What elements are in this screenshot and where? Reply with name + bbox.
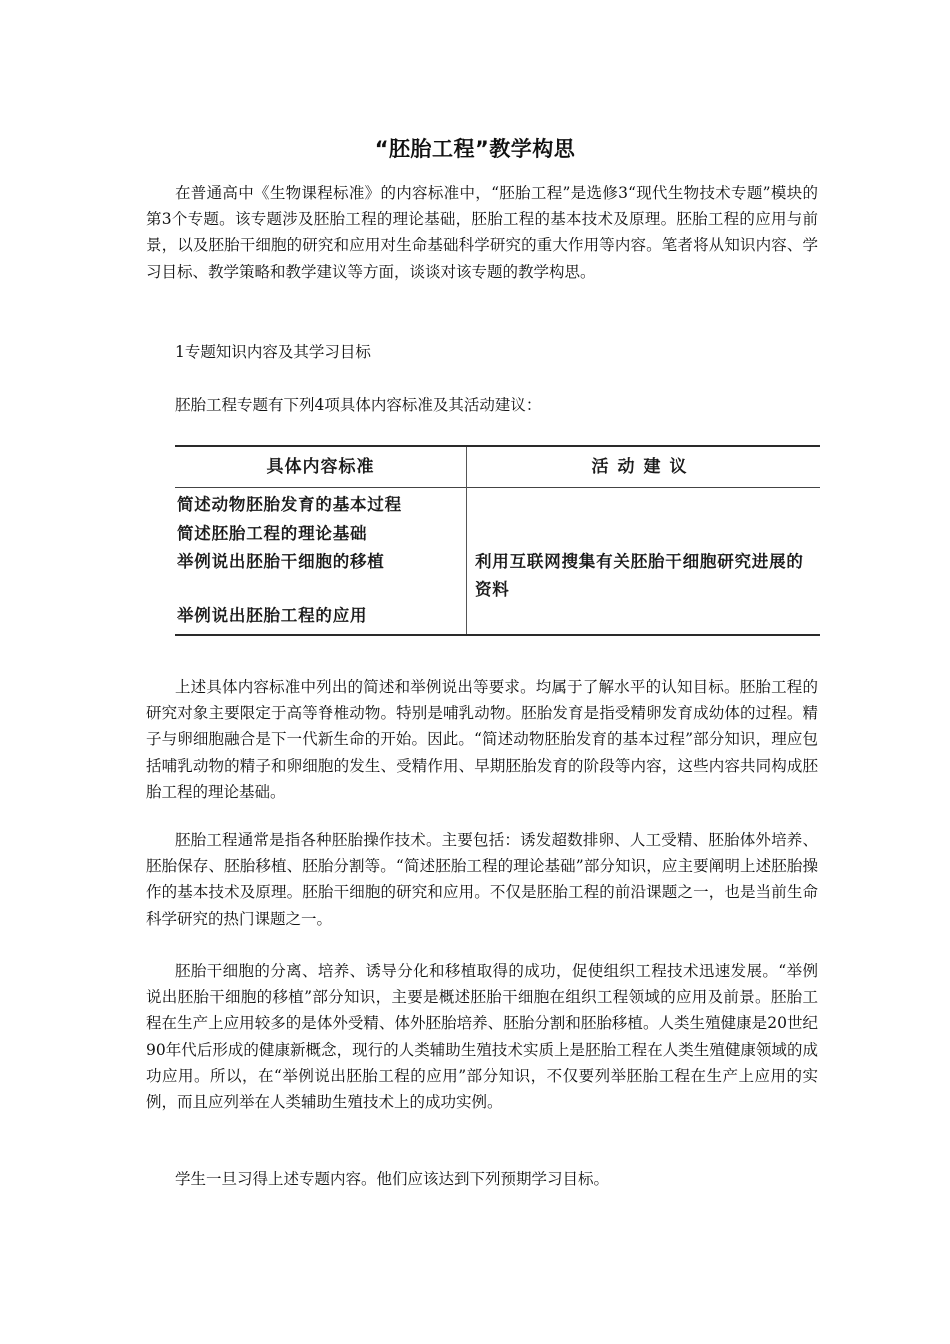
table-header-standards: 具体内容标准 bbox=[266, 457, 375, 477]
paragraph-stem-cells: 胚胎干细胞的分离、培养、诱导分化和移植取得的成功，促使组织工程技术迅速发展。“举例说出胚胎干细胞的移植”部分知识，主要是概述胚胎干细胞在组织工程领域的应用及前景。胚胎工程在生产上应用较多的是体外受精、体外胚胎培养、胚胎分割和胚胎移植。人类生殖健康是20世纪90年代后形成的健康新概念，现行的人类辅助生殖技术实质上是胚胎工程在人类生殖健康领域的成功应用。所以，在“举例说出胚胎工程的应用”部分知识，不仅要列举胚胎工程在生产上应用的实例，而且应列举在人类辅助生殖技术上的成功实例。 bbox=[146, 962, 818, 1112]
content-standards-table bbox=[175, 445, 820, 636]
table-standard-item: 举例说出胚胎干细胞的移植 bbox=[177, 552, 385, 571]
section-heading: 1专题知识内容及其学习目标 bbox=[175, 343, 371, 361]
table-bottom-rule bbox=[175, 634, 820, 636]
paragraph-intro: 在普通高中《生物课程标准》的内容标准中，“胚胎工程”是选修3“现代生物技术专题”模块的第3个专题。该专题涉及胚胎工程的理论基础，胚胎工程的基本技术及原理。胚胎工程的应用与前景，以及胚胎干细胞的研究和应用对生命基础科学研究的重大作用等内容。笔者将从知识内容、学习目标、教学策略和教学建议等方面，谈谈对该专题的教学构思。 bbox=[146, 184, 818, 281]
document-title: “胚胎工程”教学构思 bbox=[374, 137, 576, 161]
table-standard-item: 举例说出胚胎工程的应用 bbox=[177, 606, 368, 625]
paragraph-learning-goals: 学生一旦习得上述专题内容。他们应该达到下列预期学习目标。 bbox=[175, 1170, 610, 1188]
paragraph-embryo-techniques: 胚胎工程通常是指各种胚胎操作技术。主要包括：诱发超数排卵、人工受精、胚胎体外培养、胚胎保存、胚胎移植、胚胎分割等。“简述胚胎工程的理论基础”部分知识，应主要阐明上述胚胎操作的基本技术及原理。胚胎干细胞的研究和应用。不仅是胚胎工程的前沿课题之一，也是当前生命科学研究的热门课题之一。 bbox=[146, 831, 818, 928]
table-standard-item: 简述动物胚胎发育的基本过程 bbox=[177, 495, 402, 514]
table-activity-suggestion: 利用互联网搜集有关胚胎干细胞研究进展的资料 bbox=[475, 552, 804, 599]
table-intro: 胚胎工程专题有下列4项具体内容标准及其活动建议： bbox=[175, 396, 542, 414]
table-header-rule bbox=[175, 487, 820, 488]
paragraph-cognitive-goals: 上述具体内容标准中列出的简述和举例说出等要求。均属于了解水平的认知目标。胚胎工程的研究对象主要限定于高等脊椎动物。特别是哺乳动物。胚胎发育是指受精卵发育成幼体的过程。精子与卵细胞融合是下一代新生命的开始。因此。“简述动物胚胎发育的基本过程”部分知识，理应包括哺乳动物的精子和卵细胞的发生、受精作用、早期胚胎发育的阶段等内容，这些内容共同构成胚胎工程的理论基础。 bbox=[146, 678, 818, 801]
table-top-rule bbox=[175, 445, 820, 447]
table-standard-item: 简述胚胎工程的理论基础 bbox=[177, 524, 368, 543]
table-header-activities: 活动建议 bbox=[591, 457, 696, 477]
